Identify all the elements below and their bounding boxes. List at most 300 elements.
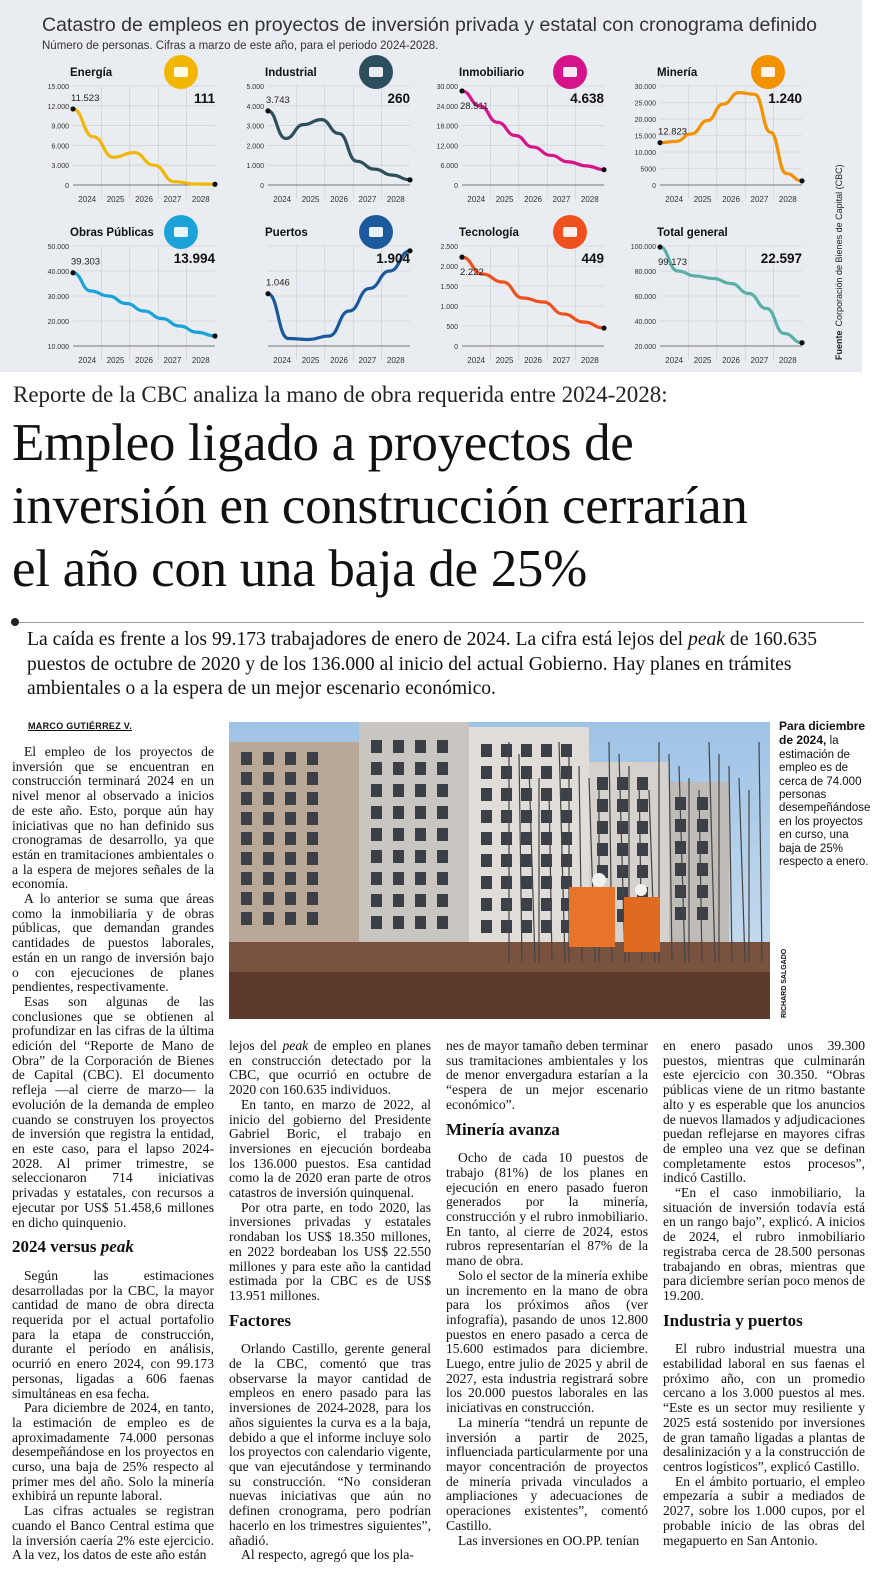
building-window — [561, 788, 572, 801]
subheading: Minería avanza — [446, 1119, 560, 1139]
building-window — [241, 752, 252, 765]
x-tick-label: 2026 — [722, 356, 740, 365]
lightning-icon-glyph — [174, 67, 188, 77]
x-tick-label: 2026 — [330, 195, 348, 204]
road-icon-glyph — [174, 227, 188, 237]
x-tick-label: 2027 — [552, 356, 571, 365]
building-window — [241, 792, 252, 805]
building-window — [561, 832, 572, 845]
building-window — [393, 762, 404, 775]
building-window — [501, 766, 512, 779]
building-window — [541, 788, 552, 801]
y-tick-label: 4.000 — [246, 103, 264, 111]
paragraph: Ocho de cada 10 puestos de trabajo (81%) de los planes en ejecución en enero pasado fueron generados por la minería, construcción y el rubro inmobiliario. En tanto, al cierre de 2024, estos rubros representarían el 87% de la mano de obra. — [446, 1150, 648, 1269]
chart-title: Puertos — [265, 227, 308, 239]
subheading: Industria y puertos — [663, 1310, 803, 1330]
x-tick-label: 2027 — [552, 195, 571, 204]
building-window — [637, 865, 648, 878]
chart-title: Tecnología — [459, 227, 519, 239]
building-window — [285, 852, 296, 865]
building-window — [697, 841, 708, 854]
chart-title: Inmobiliario — [459, 67, 525, 79]
x-tick-label: 2028 — [386, 356, 405, 365]
x-tick-label: 2025 — [495, 195, 514, 204]
x-tick-label: 2025 — [106, 356, 125, 365]
x-tick-label: 2027 — [750, 356, 769, 365]
paragraph: El rubro industrial muestra una estabilidad laboral en sus faenas el próximo año, con un promedio cercano a los 3.000 puestos al mes. “Este es un sector muy resiliente y 2025 está sostenido por inversiones de gran tamaño ligadas a plantas de desalinización y a la construcción de centros logísticos”, explicó Castillo. — [663, 1341, 865, 1474]
data-label: 99.173 — [658, 257, 688, 269]
building-window — [481, 832, 492, 845]
y-tick-label: 0 — [65, 183, 69, 190]
y-tick-label: 20.000 — [634, 344, 656, 351]
y-tick-label: 1.500 — [440, 284, 458, 291]
building-window — [241, 812, 252, 825]
construction-photo — [229, 722, 770, 1019]
building-window — [307, 812, 318, 825]
building-window — [415, 762, 426, 775]
data-label: 1.046 — [266, 277, 290, 289]
x-tick-label: 2028 — [778, 195, 797, 204]
x-tick-label: 2028 — [191, 195, 210, 204]
building-window — [501, 898, 512, 911]
x-tick-label: 2025 — [693, 195, 712, 204]
building-window — [393, 740, 404, 753]
building-window — [501, 810, 512, 823]
data-label: 1.904 — [376, 251, 410, 266]
y-tick-label: 0 — [454, 344, 458, 351]
building-window — [241, 872, 252, 885]
data-label: 11.523 — [71, 92, 100, 104]
y-tick-label: 6.000 — [51, 143, 69, 151]
data-label: 12.823 — [658, 126, 688, 138]
lead-paragraph: La caída es frente a los 99.173 trabajadores de enero de 2024. La cifra está lejos del peak de 160.635 puestos de octubre de 2020 y de los 136.000 al inicio del actual Gobierno. Hay planes en trámites ambientales o a la espera de un mejor escenario económico. — [27, 629, 817, 699]
building-window — [263, 832, 274, 845]
y-tick-label: 15.000 — [47, 84, 69, 91]
data-point — [601, 167, 606, 172]
article-column-4 — [663, 1039, 865, 1548]
x-tick-label: 2024 — [78, 356, 97, 365]
x-tick-label: 2027 — [163, 356, 182, 365]
paragraph: A lo anterior se suma que áreas como la inmobiliaria y de obras públicas, que demandan grandes cantidades de puestos laborales, están en un rango de inversión bajo o con ejecuciones de planes pendientes, respectivamente. — [12, 891, 214, 995]
building-window — [371, 894, 382, 907]
source-text: Corporación de Bienes de Capital (CBC) — [834, 164, 844, 327]
y-tick-label: 2.000 — [246, 143, 264, 151]
y-tick-label: 10.000 — [634, 150, 656, 157]
building-window — [561, 744, 572, 757]
building-window — [371, 740, 382, 753]
building-window — [263, 752, 274, 765]
building-window — [501, 744, 512, 757]
data-label: 39.303 — [71, 256, 101, 268]
paragraph: En el ámbito portuario, el empleo empezaría a subir a mediados de 2027, sobre los 1.000 cupos, por el probable inicio de las obras del megapuerto en San Antonio. — [663, 1473, 865, 1548]
x-tick-label: 2028 — [778, 356, 797, 365]
building-window — [521, 920, 532, 933]
x-tick-label: 2027 — [750, 195, 769, 204]
building-window — [521, 876, 532, 889]
x-tick-label: 2024 — [273, 195, 292, 204]
building-window — [241, 832, 252, 845]
byline: MARCO GUTIÉRREZ V. — [28, 721, 133, 731]
data-label: 3.743 — [266, 94, 290, 106]
source-note — [822, 164, 846, 365]
data-label: 1.240 — [768, 91, 802, 106]
building-window — [481, 898, 492, 911]
building-window — [521, 898, 532, 911]
building-window — [501, 920, 512, 933]
paragraph: En tanto, en marzo de 2022, al inicio del gobierno del Presidente Gabriel Boric, el trabajo en inversiones en ejecución bordeaba los 136.000 puestos. Esa cantidad como la de 2020 eran parte de otros catastros de inversión quinquenal. — [229, 1096, 431, 1201]
building-window — [561, 810, 572, 823]
building-window — [415, 806, 426, 819]
photo-credit: RICHARD SALGADO — [781, 948, 788, 1018]
building-window — [415, 916, 426, 929]
building-window — [393, 894, 404, 907]
building-window — [307, 872, 318, 885]
building-window — [561, 766, 572, 779]
paragraph: en enero pasado unos 39.300 puestos, mientras que culminarán este ejercicio con 30.350. “Obras públicas viene de un ritmo bastante alto y es esperable que los anuncios de nuevos llamados y adjudicaciones puedan reflejarse en mayores cifras de empleo una vez que se definan completamente estos procesos”, indicó Castillo. — [663, 1038, 865, 1186]
data-label: 260 — [387, 91, 410, 106]
building-window — [241, 892, 252, 905]
y-tick-label: 9.000 — [51, 123, 69, 131]
building-window — [371, 828, 382, 841]
paragraph: La minería “tendrá un repunte de inversión a partir de 2025, influenciada particularmente por una mayor concentración de proyectos de minería privada vinculados a ampliaciones y adecuaciones de operaciones existentes”, comentó Castillo. — [446, 1414, 648, 1533]
building-window — [501, 832, 512, 845]
data-label: 4.638 — [570, 91, 604, 106]
building-window — [285, 772, 296, 785]
y-tick-label: 40.000 — [634, 319, 656, 326]
building-window — [307, 792, 318, 805]
building-window — [697, 863, 708, 876]
x-tick-label: 2024 — [467, 195, 486, 204]
paragraph: Según las estimaciones desarrolladas por la CBC, la mayor cantidad de mano de obra directa requerida por el actual portafolio para la etapa de construcción, durante el período en análisis, ocurrió en enero 2024, con 99.173 personas, ligadas a 606 faenas simultáneas en esa fecha. — [12, 1267, 214, 1401]
building-window — [415, 740, 426, 753]
x-tick-label: 2027 — [358, 356, 377, 365]
y-tick-label: 60.000 — [634, 294, 656, 301]
building-window — [481, 876, 492, 889]
x-tick-label: 2024 — [273, 356, 292, 365]
y-tick-label: 24.000 — [436, 103, 458, 111]
series-line — [73, 273, 215, 336]
building-window — [415, 784, 426, 797]
building-window — [521, 766, 532, 779]
building-window — [437, 740, 448, 753]
y-tick-label: 5000 — [640, 166, 656, 174]
building-window — [285, 812, 296, 825]
building-window — [415, 894, 426, 907]
x-tick-label: 2024 — [78, 195, 97, 204]
data-label: 13.994 — [173, 251, 215, 266]
headline — [12, 412, 862, 601]
data-point — [265, 291, 270, 296]
building-window — [307, 752, 318, 765]
x-tick-label: 2025 — [693, 356, 712, 365]
x-tick-label: 2026 — [135, 195, 153, 204]
photo-caption: Para diciembre de 2024, la estimación de empleo es de cerca de 74.000 personas desempeñándose en los proyectos en curso, una baja de 25% respecto a enero. — [779, 719, 871, 869]
x-tick-label: 2028 — [580, 356, 599, 365]
building-window — [697, 819, 708, 832]
paragraph: Las inversiones en OO.PP. tenían — [458, 1532, 640, 1548]
data-label: 28.511 — [460, 100, 489, 112]
building-window — [521, 854, 532, 867]
building-window — [501, 854, 512, 867]
series-line — [73, 109, 215, 184]
building-window — [307, 772, 318, 785]
building-window — [617, 821, 628, 834]
chart-title: Energía — [70, 67, 113, 79]
building-window — [307, 832, 318, 845]
x-tick-label: 2027 — [358, 195, 377, 204]
building-window — [371, 850, 382, 863]
y-tick-label: 10.000 — [47, 344, 69, 351]
x-tick-label: 2025 — [106, 195, 125, 204]
x-tick-label: 2025 — [301, 356, 320, 365]
x-tick-label: 2028 — [191, 356, 210, 365]
y-tick-label: 5.000 — [246, 84, 264, 91]
y-tick-label: 15.000 — [634, 133, 656, 141]
building-window — [263, 812, 274, 825]
building-window — [637, 821, 648, 834]
x-tick-label: 2026 — [135, 356, 153, 365]
building-window — [263, 912, 274, 925]
data-point — [601, 325, 606, 330]
y-tick-label: 18.000 — [436, 123, 458, 131]
infographic — [0, 0, 862, 372]
data-label: 449 — [581, 251, 604, 266]
building-window — [437, 850, 448, 863]
y-tick-label: 30.000 — [436, 84, 458, 91]
y-tick-label: 20.000 — [634, 117, 656, 124]
building-window — [675, 863, 686, 876]
building-window — [597, 777, 608, 790]
building-window — [415, 850, 426, 863]
article-column-2 — [229, 1039, 431, 1563]
building-window — [241, 772, 252, 785]
subheading: Factores — [229, 1310, 291, 1330]
paragraph: “En el caso inmobiliario, la situación de inversión todavía está en un rango bajo”, explicó. A inicios de 2024, el rubro inmobiliario registraba cerca de 28.500 personas trabajando en obras, mientras que para diciembre serían poco menos de 19.200. — [663, 1185, 865, 1303]
building-window — [501, 876, 512, 889]
building-window — [285, 912, 296, 925]
infographic-title: Catastro de empleos en proyectos de inversión privada y estatal con cronograma definido — [42, 14, 818, 36]
y-tick-label: 50.000 — [47, 244, 69, 251]
building-window — [285, 752, 296, 765]
paragraph: Orlando Castillo, gerente general de la CBC, comentó que tras observarse la mayor cantidad de empleos en enero pasado para las inversiones de 2024-2028, para los años siguientes la curva es a la baja, debido a que el informe incluye solo los proyectos con calendario vigente, que van ejecutándose y terminando su construcción. “No consideran nuevas iniciativas que aún no definen cronograma, pero podrían hacerlo en los trimestres siguientes”, añadió. — [229, 1341, 431, 1548]
building-window — [541, 920, 552, 933]
crane-icon-glyph — [563, 67, 577, 77]
x-tick-label: 2026 — [722, 195, 740, 204]
building-window — [307, 852, 318, 865]
paragraph: lejos del peak de empleo en planes en construcción detectado por la CBC, que ocurrió en octubre de 2020 con 160.635 individuos. — [229, 1038, 431, 1098]
building-window — [481, 920, 492, 933]
y-tick-label: 0 — [260, 183, 264, 190]
building-window — [697, 885, 708, 898]
y-tick-label: 20.000 — [47, 319, 69, 326]
y-tick-label: 12.000 — [436, 143, 458, 151]
building-window — [307, 912, 318, 925]
y-tick-label: 2.500 — [440, 244, 458, 251]
building-window — [521, 832, 532, 845]
x-tick-label: 2025 — [495, 356, 514, 365]
x-tick-label: 2028 — [386, 195, 405, 204]
headline-line-3: el año con una baja de 25% — [12, 540, 587, 598]
data-point — [70, 270, 75, 275]
y-tick-label: 1.000 — [440, 304, 458, 311]
infographic-subtitle: Número de personas. Cifras a marzo de este año, para el periodo 2024-2028. — [42, 40, 439, 52]
building-window — [481, 788, 492, 801]
building-window — [393, 916, 404, 929]
x-tick-label: 2024 — [467, 356, 486, 365]
paragraph: Solo el sector de la minería exhibe un incremento en la mano de obra para los próximos años (ver infografía), pasando de unos 12.800 puestos en enero pasado a cerca de 15.600 estimados para diciembre. Luego, entre julio de 2025 y abril de 2027, esta industria registrará sobre los 20.000 puestos laborales en las iniciativas en construcción. — [446, 1267, 648, 1416]
building-window — [481, 766, 492, 779]
building-window — [481, 854, 492, 867]
y-tick-label: 80.000 — [634, 269, 656, 276]
x-tick-label: 2026 — [524, 195, 542, 204]
building-window — [675, 885, 686, 898]
y-tick-label: 500 — [446, 324, 458, 331]
paragraph: nes de mayor tamaño deben terminar sus tramitaciones ambientales y los de menor envergadura estarían a la “espera de un mejor escenario económico”. — [446, 1038, 648, 1112]
chip-icon-glyph — [563, 227, 577, 237]
building-window — [437, 762, 448, 775]
building-window — [437, 872, 448, 885]
building-window — [675, 841, 686, 854]
building-window — [415, 872, 426, 885]
subheading: 2024 versus peak — [12, 1237, 134, 1257]
building-window — [393, 828, 404, 841]
building-window — [675, 907, 686, 920]
building-window — [541, 766, 552, 779]
source-label: Fuente — [834, 330, 844, 360]
building-window — [263, 892, 274, 905]
y-tick-label: 40.000 — [47, 269, 69, 276]
building-window — [501, 788, 512, 801]
data-point — [459, 88, 464, 93]
data-point — [407, 177, 412, 182]
building-window — [481, 744, 492, 757]
data-point — [657, 140, 662, 145]
y-tick-label: 6.000 — [440, 163, 458, 171]
paragraph: Las cifras actuales se registran cuando el Banco Central estima que la inversión caería 2% este ejercicio. A la vez, los datos de este año están — [12, 1503, 214, 1563]
building-window — [371, 916, 382, 929]
paragraph: Esas son algunas de las conclusiones que se obtienen al profundizar en las cifras de la última edición del “Reporte de Mano de Obra” de la Corporación de Bienes de Capital (CBC). El documento refleja —al cierre de marzo— la evolución de la demanda de empleo cuando se construyen los proyectos de inversión que registra la entidad, en este caso, para el lapso 2024-2028. Al primer trimestre, se seleccionaron 714 iniciativas privadas y estatales, con recursos a ejecutar por US$ 51.458,6 millones en dicho quinquenio. — [12, 993, 214, 1230]
building-window — [437, 916, 448, 929]
building-window — [371, 762, 382, 775]
y-tick-label: 3.000 — [51, 163, 69, 171]
building-window — [285, 872, 296, 885]
paragraph: Al respecto, agregó que los pla- — [241, 1547, 414, 1563]
data-point — [459, 255, 464, 260]
mine-cart-icon-glyph — [761, 67, 775, 77]
building-window — [285, 792, 296, 805]
building-window — [263, 792, 274, 805]
small-multiple-charts — [0, 0, 862, 372]
y-tick-label: 25.000 — [634, 100, 656, 108]
y-tick-label: 12.000 — [47, 103, 69, 111]
x-tick-label: 2025 — [301, 195, 320, 204]
building-window — [521, 744, 532, 757]
chart-title: Industrial — [265, 67, 317, 79]
building-window — [371, 784, 382, 797]
building-window — [437, 828, 448, 841]
building-window — [541, 810, 552, 823]
chart-title: Minería — [657, 67, 698, 79]
building-window — [617, 777, 628, 790]
kicker: Reporte de la CBC analiza la mano de obra requerida entre 2024-2028: — [13, 382, 668, 407]
y-tick-label: 3.000 — [246, 123, 264, 131]
y-tick-label: 30.000 — [47, 294, 69, 301]
building-window — [415, 828, 426, 841]
building-window — [437, 894, 448, 907]
data-point — [212, 182, 217, 187]
building-window — [617, 843, 628, 856]
divider — [14, 622, 864, 623]
y-tick-label: 30.000 — [634, 84, 656, 91]
headline-line-2: inversión en construcción cerrarían — [12, 477, 748, 535]
building-window — [307, 892, 318, 905]
building-window — [393, 806, 404, 819]
building-window — [263, 772, 274, 785]
data-point — [70, 106, 75, 111]
data-label: 2.222 — [460, 267, 484, 279]
building-window — [241, 912, 252, 925]
building-window — [437, 784, 448, 797]
data-label: 111 — [193, 91, 215, 106]
chart-title: Total general — [657, 227, 728, 239]
ship-icon-glyph — [369, 227, 383, 237]
data-point — [212, 333, 217, 338]
x-tick-label: 2027 — [163, 195, 182, 204]
building-window — [617, 799, 628, 812]
y-tick-label: 1.000 — [246, 163, 264, 171]
building-window — [241, 852, 252, 865]
divider-dot — [11, 618, 19, 626]
building-window — [437, 806, 448, 819]
paragraph: El empleo de los proyectos de inversión que se encuentran en construcción terminará 2024 en un nivel menor al observado a inicios de este año. Esto, porque aún hay iniciativas que no han definido sus cronogramas de desarrollo, ya que están en tramitaciones ambientales o a la espera de mejores señales de la economía. — [12, 744, 214, 892]
building-window — [263, 872, 274, 885]
data-point — [799, 340, 804, 345]
data-label: 22.597 — [760, 251, 802, 266]
building-window — [393, 872, 404, 885]
building-window — [371, 872, 382, 885]
headline-line-1: Empleo ligado a proyectos de — [12, 414, 634, 472]
x-tick-label: 2024 — [665, 356, 684, 365]
article-column-1 — [12, 745, 214, 1563]
data-point — [265, 108, 270, 113]
paragraph: Por otra parte, en todo 2020, las inversiones privadas y estatales rondaban los US$ 18.350 millones, en 2022 bordeaban los US$ 22.550 millones y para este año la cantidad estimada por la CBC es de US$ 13.951 millones. — [229, 1199, 431, 1303]
data-point — [657, 244, 662, 249]
building-window — [637, 843, 648, 856]
y-tick-label: 0 — [652, 183, 656, 190]
factory-icon-glyph — [369, 67, 383, 77]
building-window — [697, 907, 708, 920]
building-window — [393, 784, 404, 797]
x-tick-label: 2026 — [330, 356, 348, 365]
building-window — [481, 810, 492, 823]
y-tick-label: 100.000 — [630, 244, 656, 251]
article-column-3 — [446, 1039, 648, 1548]
x-tick-label: 2026 — [524, 356, 542, 365]
x-tick-label: 2028 — [580, 195, 599, 204]
y-tick-label: 0 — [454, 183, 458, 190]
building-window — [263, 852, 274, 865]
building-window — [285, 832, 296, 845]
data-point — [799, 178, 804, 183]
building-window — [285, 892, 296, 905]
building-window — [637, 799, 648, 812]
y-tick-label: 2.000 — [440, 264, 458, 271]
building-window — [541, 744, 552, 757]
chart-title: Obras Públicas — [70, 227, 154, 239]
building-window — [371, 806, 382, 819]
paragraph: Para diciembre de 2024, en tanto, la estimación de empleo es de aproximadamente 74.000 personas desempeñándose en los proyectos en curso, una baja de 25% respecto al primer mes del año. Solo la minería exhibirá un repunte laboral. — [12, 1400, 214, 1504]
building-window — [393, 850, 404, 863]
